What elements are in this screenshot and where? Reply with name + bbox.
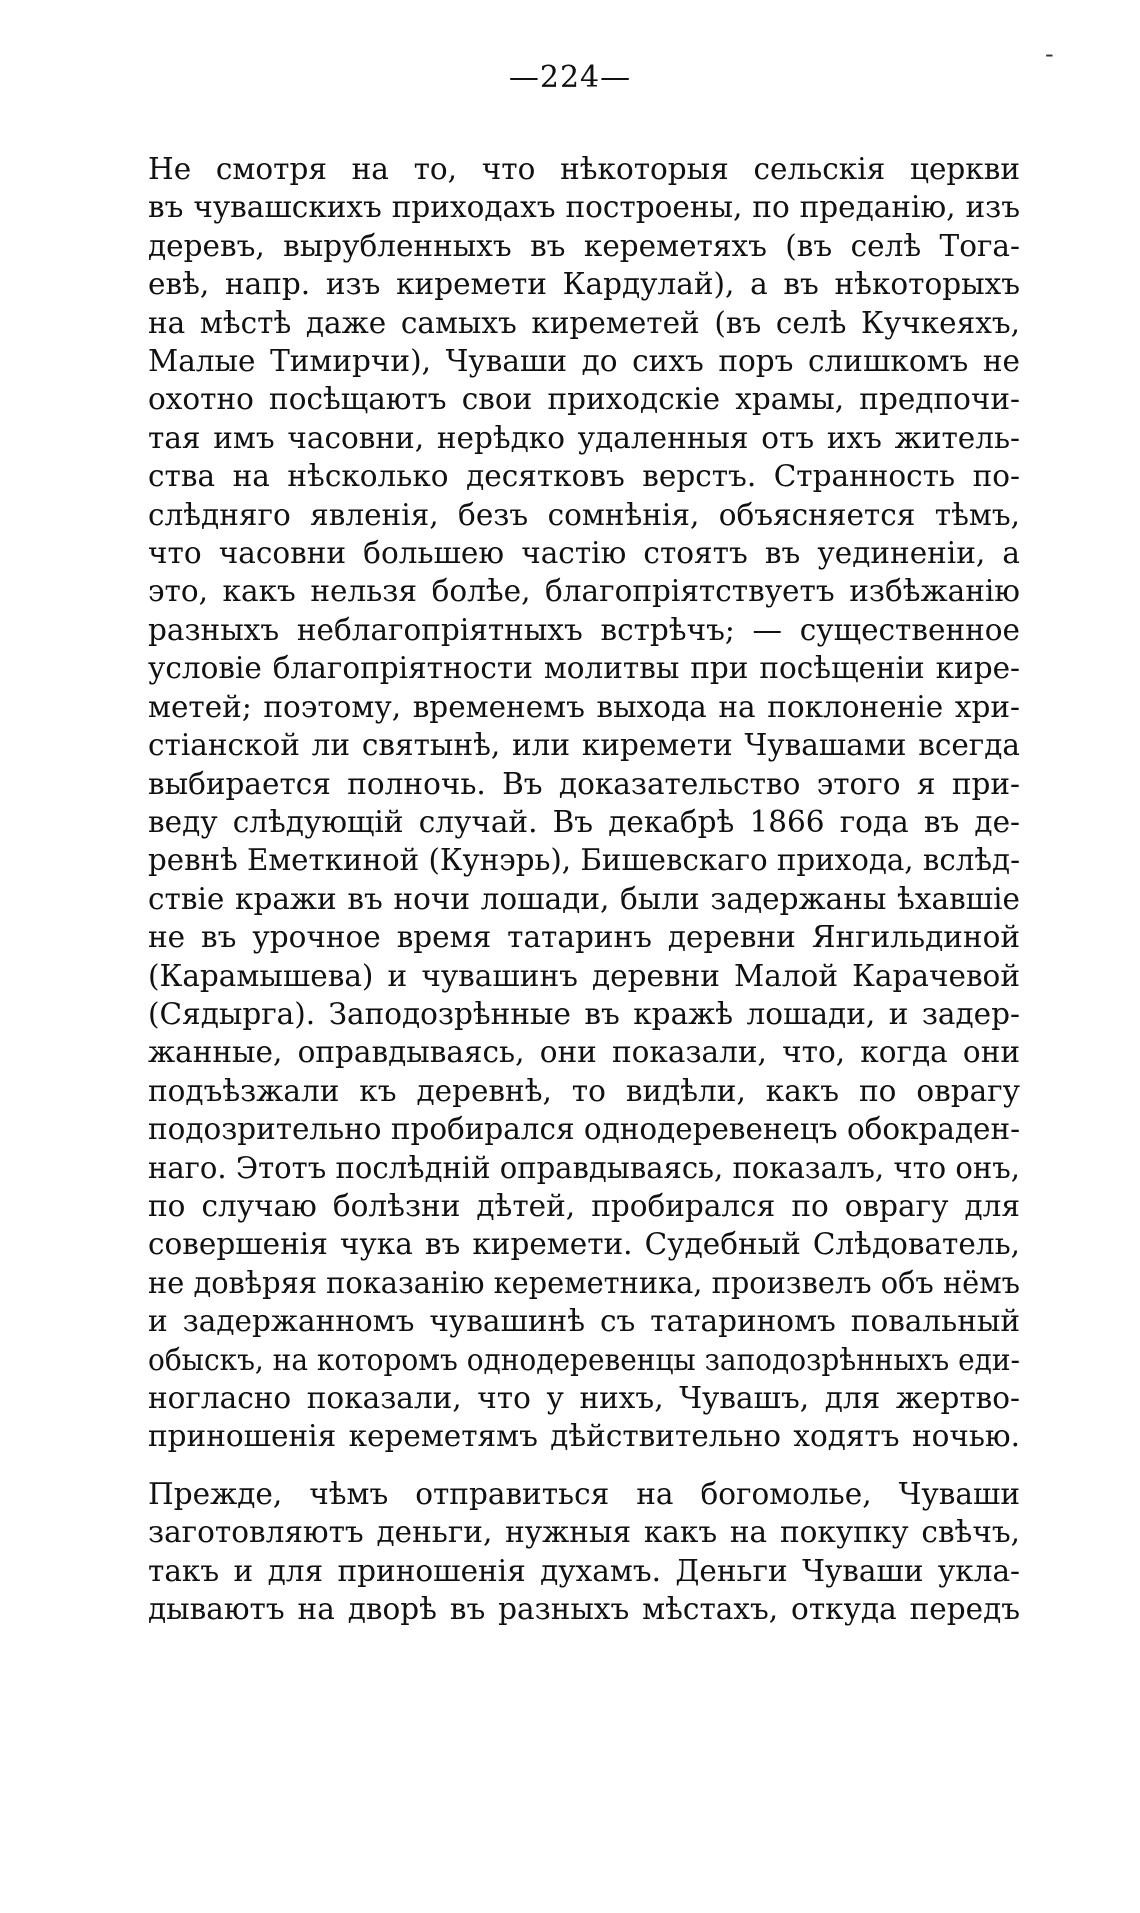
- paragraph-1: [148, 150, 1020, 1456]
- text-line: и задержанномъ чувашинѣ съ татариномъ повальный: [148, 1304, 1021, 1339]
- text-line: подъѣзжали къ деревнѣ, то видѣли, какъ по оврагу: [148, 1073, 1020, 1108]
- text-line: наго. Этотъ послѣдній оправдываясь, показалъ, что онъ,: [148, 1150, 1020, 1185]
- text-line: ревнѣ Еметкиной (Кунэрь), Бишевскаго прихода, вслѣд-: [148, 843, 1020, 878]
- text-block: [148, 150, 1020, 1628]
- text-line: по случаю болѣзни дѣтей, пробирался по оврагу для: [148, 1188, 1020, 1223]
- text-line: подозрительно пробирался однодеревенецъ обокраден-: [148, 1112, 1021, 1147]
- text-line: тая имъ часовни, нерѣдко удаленныя отъ ихъ житель-: [148, 420, 1021, 455]
- text-line: ствіе кражи въ ночи лошади, были задержаны ѣхавшіе: [148, 881, 1020, 916]
- text-line: Малые Тимирчи), Чуваши до сихъ поръ слишкомъ не: [148, 344, 1021, 379]
- text-line: обыскъ, на которомъ однодеревенцы заподозрѣнныхъ еди-: [148, 1342, 1020, 1377]
- text-line: заготовляютъ деньги, нужныя какъ на покупку свѣчъ,: [148, 1515, 1020, 1550]
- page-number: —224—: [508, 60, 632, 95]
- text-line: что часовни большею частію стоятъ въ уединеніи, а: [148, 536, 1021, 571]
- text-line: стіанской ли святынѣ, или киремети Чувашами всегда: [148, 728, 1021, 763]
- text-line: выбирается полночь. Въ доказательство этого я при-: [148, 766, 1020, 801]
- text-line: веду слѣдующій случай. Въ декабрѣ 1866 года въ де-: [148, 804, 1020, 839]
- text-line: не довѣряя показанію кереметника, произвелъ объ нёмъ: [148, 1265, 1021, 1300]
- text-line: Прежде, чѣмъ отправиться на богомолье, Чуваши: [148, 1476, 1021, 1511]
- text-line: евѣ, напр. изъ киремети Кардулай), а въ нѣкоторыхъ: [148, 267, 1021, 302]
- text-line: охотно посѣщаютъ свои приходскіе храмы, предпочи-: [148, 382, 1021, 417]
- text-line: не въ урочное время татаринъ деревни Янгильдиной: [148, 920, 1021, 955]
- text-line: (Сядырга). Заподозрѣнные въ кражѣ лошади, и задер-: [148, 996, 1020, 1031]
- paragraph-2: [148, 1475, 1020, 1629]
- text-line: Не смотря на то, что нѣкоторыя сельскія церкви: [148, 152, 1020, 186]
- text-line: въ чувашскихъ приходахъ построены, по преданію, изъ: [148, 190, 1021, 225]
- text-line: на мѣстѣ даже самыхъ киреметей (въ селѣ Кучкеяхъ,: [148, 305, 1020, 340]
- text-line: условіе благопріятности молитвы при посѣщеніи кире-: [148, 651, 1021, 686]
- text-line: деревъ, вырубленныхъ въ кереметяхъ (въ селѣ Тога-: [148, 228, 1020, 263]
- text-line: дываютъ на дворѣ въ разныхъ мѣстахъ, откуда передъ: [148, 1592, 1021, 1627]
- text-line: это, какъ нельзя болѣе, благопріятствуетъ избѣжанію: [148, 574, 1020, 609]
- text-line: ства на нѣсколько десятковъ верстъ. Странность по-: [148, 459, 1021, 494]
- margin-mark: -: [1045, 40, 1054, 68]
- text-line: совершенія чука въ киремети. Судебный Слѣдователь,: [148, 1227, 1021, 1262]
- text-line: разныхъ неблагопріятныхъ встрѣчъ; — существенное: [148, 612, 1020, 647]
- text-line: приношенія кереметямъ дѣйствительно ходятъ ночью.: [148, 1419, 1020, 1454]
- text-line: (Карамышева) и чувашинъ деревни Малой Карачевой: [148, 958, 1020, 993]
- text-line: жанные, оправдываясь, они показали, что, когда они: [148, 1035, 1021, 1070]
- text-line: ногласно показали, что у нихъ, Чувашъ, для жертво-: [148, 1381, 1020, 1415]
- text-line: такъ и для приношенія духамъ. Деньги Чуваши укла-: [148, 1553, 1021, 1588]
- text-line: метей; поэтому, временемъ выхода на поклоненіе хри-: [148, 689, 1020, 724]
- text-line: слѣдняго явленія, безъ сомнѣнія, объясняется тѣмъ,: [148, 497, 1020, 532]
